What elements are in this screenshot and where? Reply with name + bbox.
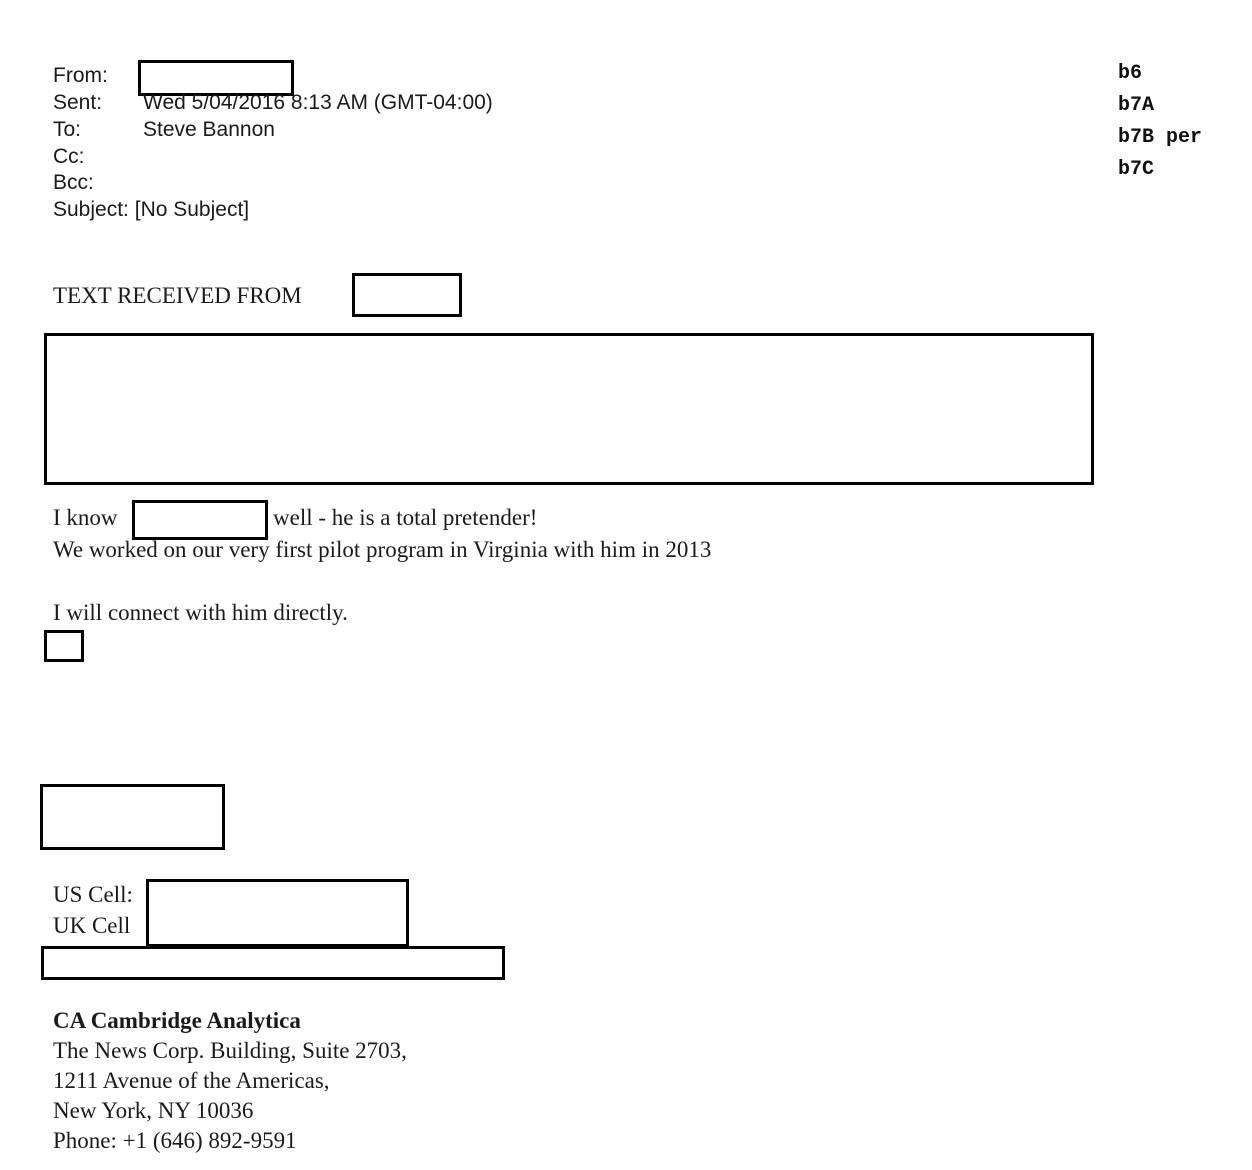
to-label: To: (53, 118, 82, 141)
to-value: Steve Bannon (143, 118, 275, 141)
exemption-b6: b6 (1118, 62, 1143, 85)
redaction-box-message (44, 333, 1094, 485)
us-cell-label: US Cell: (53, 882, 133, 907)
exemption-b7b: b7B per (1118, 126, 1203, 149)
company-name: CA Cambridge Analytica (53, 1008, 301, 1033)
redaction-box-phone-numbers (146, 879, 409, 947)
exemption-b7c: b7C (1118, 158, 1155, 181)
to-row (53, 118, 275, 142)
bcc-label: Bcc: (53, 171, 94, 194)
phone-line: Phone: +1 (646) 892-9591 (53, 1128, 297, 1153)
redaction-box-name (132, 500, 268, 540)
text-received-heading: TEXT RECEIVED FROM (53, 283, 302, 308)
body-line-3: I will connect with him directly. (53, 600, 348, 625)
redaction-box-email (41, 946, 505, 980)
subject-value: [No Subject] (134, 198, 250, 221)
body-line-1a: I know (53, 505, 118, 530)
subject-label: Subject: (53, 198, 129, 221)
exemption-b7a: b7A (1118, 94, 1155, 117)
cc-label: Cc: (53, 145, 85, 168)
from-label: From: (53, 64, 108, 87)
address-line-1: The News Corp. Building, Suite 2703, (53, 1038, 407, 1063)
sent-label: Sent: (53, 91, 103, 114)
redaction-box-sender (352, 273, 462, 317)
redaction-box-small (44, 630, 84, 662)
body-line-1b: well - he is a total pretender! (273, 505, 538, 530)
uk-cell-label: UK Cell (53, 913, 131, 938)
address-line-3: New York, NY 10036 (53, 1098, 254, 1123)
sent-value: Wed 5/04/2016 8:13 AM (GMT-04:00) (143, 91, 493, 114)
subject-row (53, 198, 249, 222)
sent-row (53, 91, 493, 115)
body-line-2: We worked on our very first pilot program in Virginia with him in 2013 (53, 537, 712, 562)
address-line-2: 1211 Avenue of the Americas, (53, 1068, 330, 1093)
redaction-box-signature-name (40, 784, 225, 850)
